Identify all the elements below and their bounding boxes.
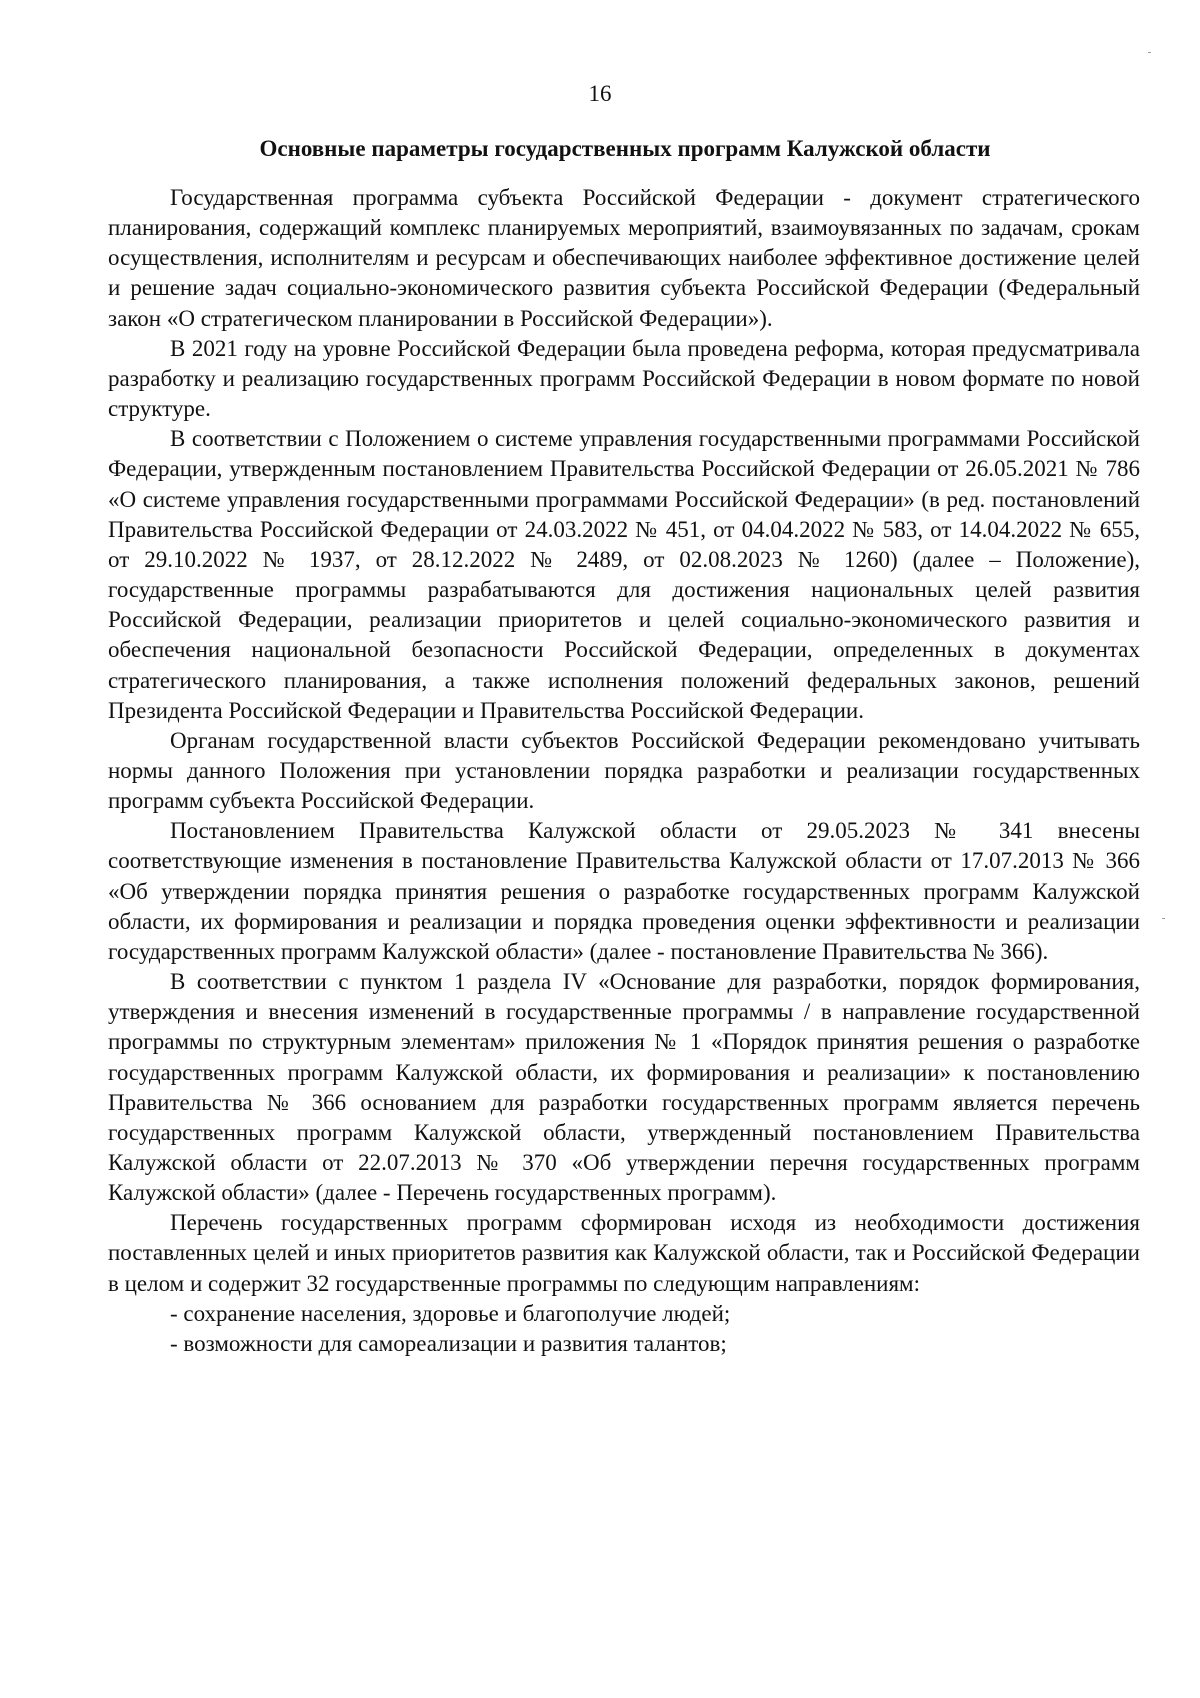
document-body: [108, 183, 1140, 1359]
paragraph-definition: Государственная программа субъекта Российской Федерации - документ стратегического планирования, содержащий комплекс планируемых мероприятий, взаимоувязанных по задачам, срокам осуществления, исполнителям и ресурсам и обеспечивающих наиболее эффективное достижение целей и решение задач социально-экономического развития субъекта Российской Федерации (Федеральный закон «О стратегическом планировании в Российской Федерации»).: [108, 185, 1140, 331]
paragraph-reform-2021: В 2021 году на уровне Российской Федерации была проведена реформа, которая предусматривала разработку и реализацию государственных программ Российской Федерации в новом формате по новой структуре.: [108, 335, 1140, 422]
list-item: - возможности для самореализации и развития талантов;: [170, 1330, 727, 1356]
scan-speck: [1162, 918, 1165, 919]
paragraph-program-list: Перечень государственных программ сформирован исходя из необходимости достижения поставленных целей и иных приоритетов развития как Калужской области, так и Российской Федерации в целом и содержит 32 государственные программы по следующим направлениям:: [108, 1210, 1140, 1296]
page-number: 16: [588, 81, 612, 106]
paragraph-regional-resolution: Постановлением Правительства Калужской области от 29.05.2023 № 341 внесены соответствующие изменения в постановление Правительства Калужской области от 17.07.2013 № 366 «Об утверждении порядка принятия решения о разработке государственных программ Калужской области, их формирования и реализации и порядка проведения оценки эффективности и реализации государственных программ Калужской области» (далее - постановление Правительства № 366).: [108, 818, 1140, 964]
paragraph-federal-regulation: В соответствии с Положением о системе управления государственными программами Российской Федерации, утвержденным постановлением Правительства Российской Федерации от 26.05.2021 № 786 «О системе управления государственными программами Российской Федерации» (в ред. постановлений Правительства Российской Федерации от 24.03.2022 № 451, от 04.04.2022 № 583, от 14.04.2022 № 655, от 29.10.2022 № 1937, от 28.12.2022 № 2489, от 02.08.2023 № 1260) (далее – Положение), государственные программы разрабатываются для достижения национальных целей развития Российской Федерации, реализации приоритетов и целей социально-экономического развития и обеспечения национальной безопасности Российской Федерации, определенных в документах стратегического планирования, а также исполнения положений федеральных законов, решений Президента Российской Федерации и Правительства Российской Федерации.: [108, 426, 1140, 723]
directions-list: [108, 1299, 1140, 1359]
scan-speck: [1148, 52, 1151, 53]
paragraph-development-basis: В соответствии с пунктом 1 раздела IV «Основание для разработки, порядок формирования, утверждения и внесения изменений в государственные программы / в направление государственной программы по структурным элементам» приложения № 1 «Порядок принятия решения о разработке государственных программ Калужской области, их формирования и реализации» к постановлению Правительства № 366 основанием для разработки государственных программ является перечень государственных программ Калужской области, утвержденный постановлением Правительства Калужской области от 22.07.2013 № 370 «Об утверждении перечня государственных программ Калужской области» (далее - Перечень государственных программ).: [108, 969, 1140, 1206]
list-item: - сохранение населения, здоровье и благополучие людей;: [170, 1300, 731, 1326]
document-title: Основные параметры государственных программ Калужской области: [259, 136, 991, 161]
paragraph-recommendation: Органам государственной власти субъектов Российской Федерации рекомендовано учитывать нормы данного Положения при установлении порядка разработки и реализации государственных программ субъекта Российской Федерации.: [108, 727, 1140, 814]
